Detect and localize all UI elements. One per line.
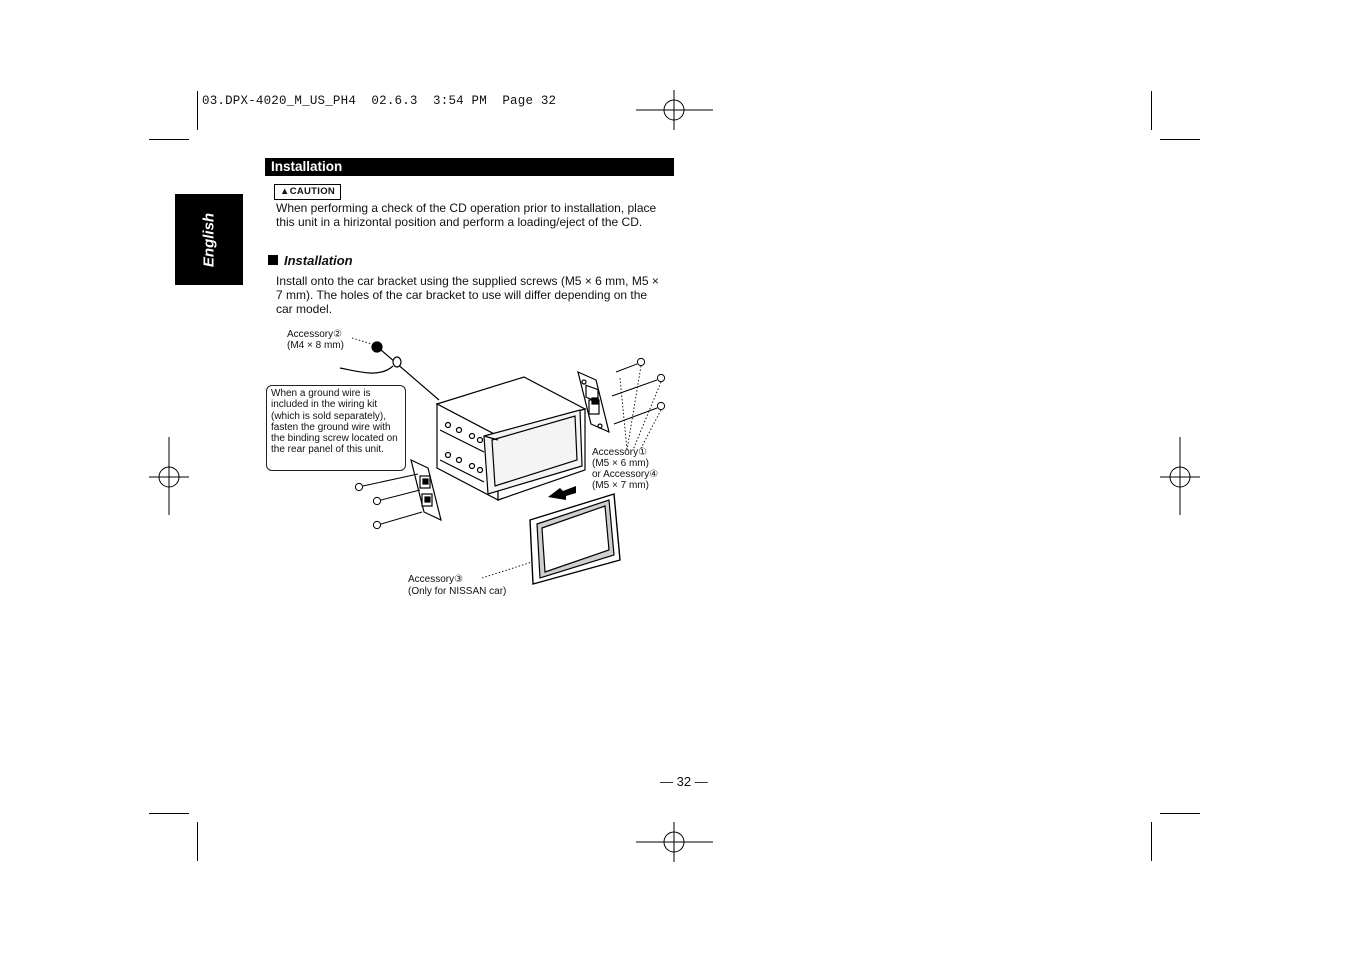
left-bracket-drawing — [411, 460, 441, 520]
trim-frame-drawing — [530, 494, 620, 584]
accessory2-name: Accessory② — [287, 329, 343, 340]
ground-wire-note-text: When a ground wire is included in the wiring kit (which is sold separately), fasten the ground wire with the binding screw located on the rear panel of this unit. — [271, 388, 398, 456]
print-slug: 03.DPX-4020_M_US_PH4 02.6.3 3:54 PM Page 32 — [202, 94, 557, 108]
insert-arrow-icon — [548, 486, 576, 500]
section-title: Installation — [265, 158, 674, 176]
right-screws-drawing — [612, 358, 665, 424]
accessory2-spec: (M4 × 8 mm) — [287, 340, 344, 351]
accessory1-name: Accessory① — [592, 447, 648, 458]
head-unit-drawing — [437, 377, 585, 500]
subsection-title: Installation — [284, 253, 353, 268]
caution-label: CAUTION — [289, 186, 336, 197]
warning-icon: ▲ — [280, 186, 290, 197]
language-tab-label: English — [200, 212, 218, 267]
accessory3-name: Accessory③ — [408, 574, 464, 585]
ground-screw-drawing — [340, 342, 439, 400]
accessory4-spec: (M5 × 7 mm) — [592, 480, 649, 491]
accessory1-spec: (M5 × 6 mm) — [592, 458, 649, 469]
page-number: — 32 — — [660, 774, 708, 789]
accessory3-note: (Only for NISSAN car) — [408, 586, 507, 597]
left-screws-drawing — [355, 474, 422, 529]
caution-text: When performing a check of the CD operation prior to installation, place this unit in a hirizontal position and perform a loading/eject of the CD. — [276, 201, 657, 229]
accessory4-name: or Accessory④ — [592, 469, 659, 480]
installation-text: Install onto the car bracket using the supplied screws (M5 × 6 mm, M5 × 7 mm). The holes of the car bracket to use will differ depending on the car model. — [276, 274, 659, 316]
